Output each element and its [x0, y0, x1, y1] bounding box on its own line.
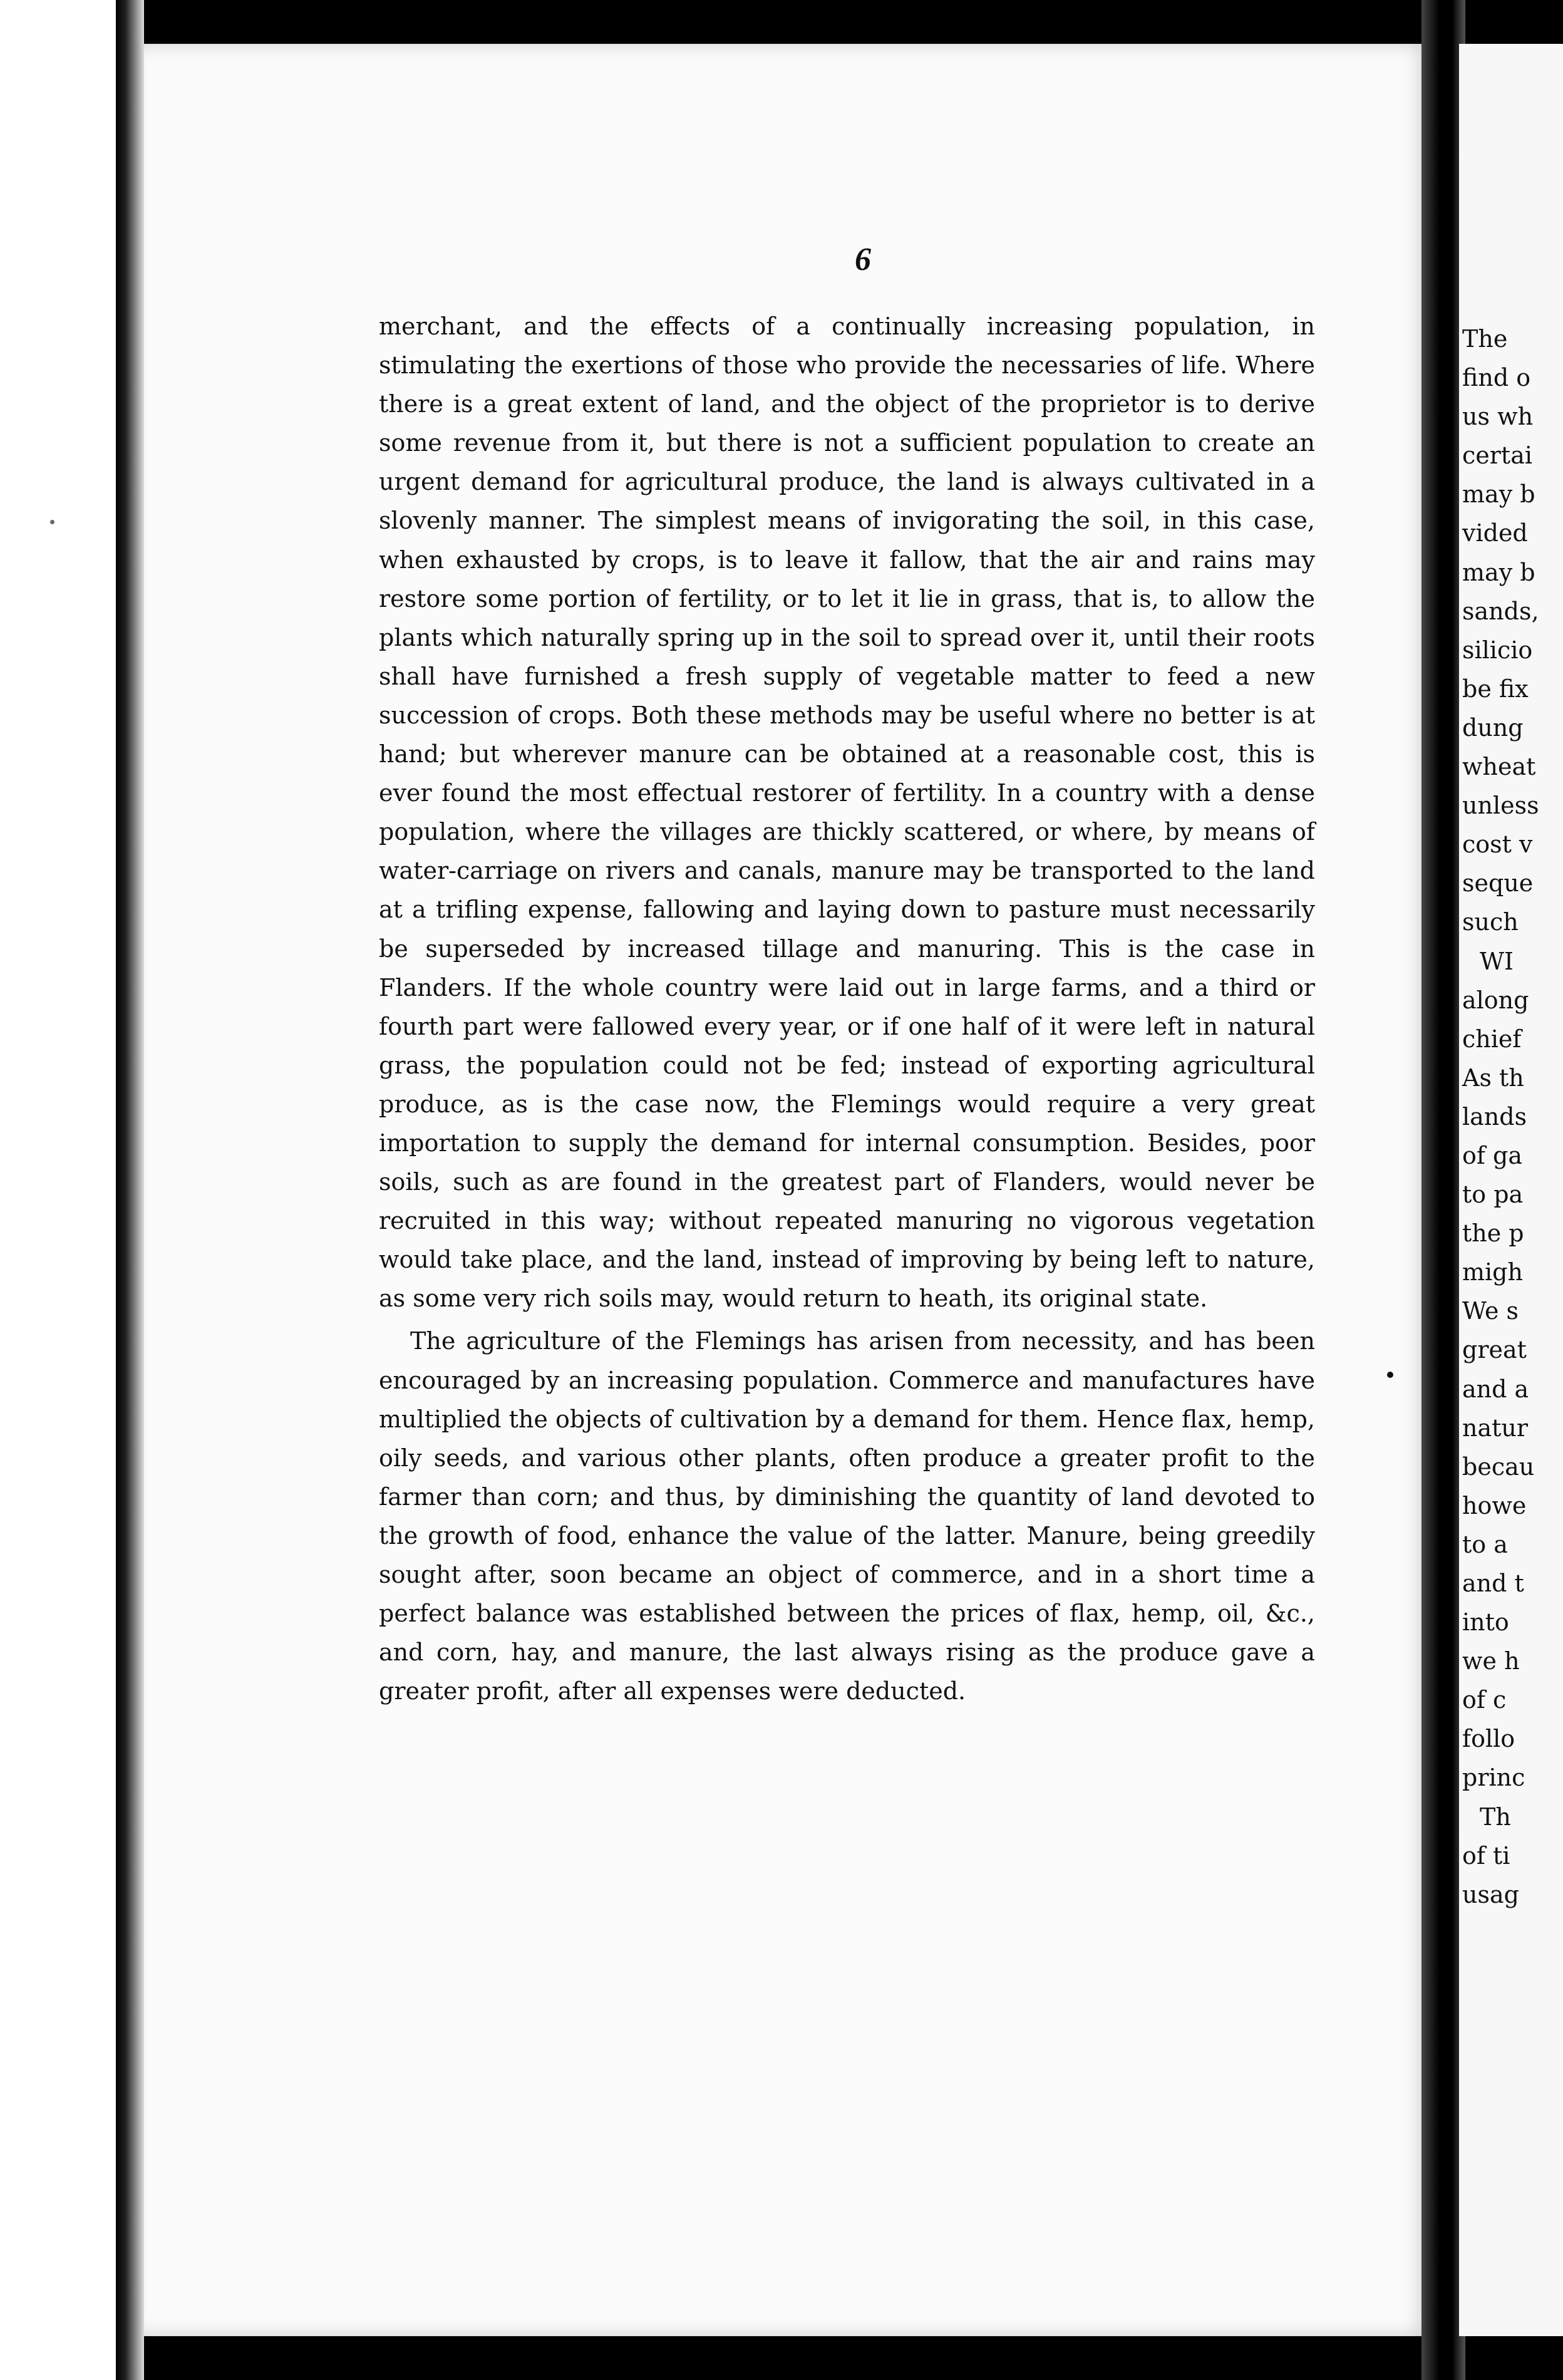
facing-page-line: may b — [1462, 558, 1535, 586]
facing-page-line: wheat — [1462, 753, 1536, 781]
facing-page-line: We s — [1462, 1297, 1519, 1325]
facing-page-line: of c — [1462, 1686, 1507, 1714]
facing-page-line: follo — [1462, 1725, 1515, 1753]
left-margin — [0, 0, 116, 2380]
facing-page-line: Th — [1480, 1803, 1511, 1831]
facing-page-line: howe — [1462, 1491, 1527, 1519]
facing-page-line: vided — [1462, 519, 1528, 547]
facing-page-line: find o — [1462, 364, 1531, 392]
facing-page-line: chief — [1462, 1025, 1522, 1053]
facing-page-line: may b — [1462, 480, 1535, 509]
facing-page-line: lands — [1462, 1102, 1527, 1130]
paragraph-1: merchant, and the effects of a continually increasing population, in stimulating the exertions of those who provide the necessaries of life. Where there is a great extent of land, and the object of the proprietor is to derive some revenue from it, but there is not a sufficient population to create an urgent demand for agricultural produce, the land is always cultivated in a slovenly manner. The simplest means of invigorating the soil, in this case, when exhausted by crops, is to leave it fallow, that the air and rains may restore some portion of fertility, or to let it lie in grass, that is, to allow the plants which naturally spring up in the soil to spread over it, until their roots shall have furnished a fresh supply of vegetable matter to feed a new succession of crops. Both these methods may be useful where no better is at hand; but wherever manure can be obtained at a reasonable cost, this is ever found the most effectual restorer of fertility. In a country with a dense population, where the villages are thickly scattered, or where, by means of water-carriage on rivers and canals, manure may be transported to the land at a trifling expense, fallowing and laying down to pasture must necessarily be superseded by increased tillage and manuring. This is the case in Flanders. If the whole country were laid out in large farms, and a third or fourth part were fallowed every year, or if one half of it were left in natural grass, the population could not be fed; instead of exporting agricultural produce, as is the case now, the Flemings would require a very great importation to supply the demand for internal consumption. Besides, poor soils, such as are found in the greatest part of Flanders, would never be recruited in this way; without repeated manuring no vigorous vegetation would take place, and the land, instead of improving by being left to nature, as some very rich soils may, would return to heath, its original state. — [379, 313, 1315, 1313]
facing-page-line: becau — [1462, 1452, 1535, 1481]
facing-page-line: into — [1462, 1608, 1509, 1637]
facing-page-line: of ga — [1462, 1141, 1523, 1169]
facing-page-line: of ti — [1462, 1841, 1510, 1870]
facing-page-line: cost v — [1462, 830, 1533, 859]
facing-page-line: seque — [1462, 869, 1534, 898]
facing-page-line: great — [1462, 1336, 1527, 1364]
ink-speck — [1387, 1372, 1393, 1378]
facing-page-line: usag — [1462, 1880, 1519, 1908]
facing-page-line: The — [1462, 325, 1508, 353]
facing-page-line: unless — [1462, 792, 1539, 820]
facing-page-line: be fix — [1462, 675, 1529, 703]
facing-page-line: and a — [1462, 1375, 1529, 1403]
facing-page-line: migh — [1462, 1258, 1523, 1286]
facing-page-line: us wh — [1462, 403, 1534, 431]
body-text — [379, 307, 1315, 1710]
facing-page-line: As th — [1462, 1063, 1524, 1092]
facing-page-line: along — [1462, 986, 1529, 1014]
paragraph-2: The agriculture of the Flemings has arisen from necessity, and has been encouraged by an increasing population. Commerce and manufactures have multiplied the objects of cultivation by a demand for them. Hence flax, hemp, oily seeds, and various other plants, often produce a greater profit to the farmer than corn; and thus, by diminishing the quantity of land devoted to the growth of food, enhance the value of the latter. Manure, being greedily sought after, soon became an object of commerce, and in a short time a perfect balance was established between the prices of flax, hemp, oil, &c., and corn, hay, and manure, the last always rising as the produce gave a greater profit, after all expenses were deducted. — [379, 1327, 1315, 1705]
facing-page-line: sands, — [1462, 597, 1539, 625]
facing-page-line: WI — [1480, 947, 1514, 975]
facing-page-line: we h — [1462, 1647, 1520, 1675]
ink-speck — [50, 520, 54, 524]
facing-page-line: to a — [1462, 1530, 1508, 1558]
facing-page-line: princ — [1462, 1764, 1525, 1792]
facing-page-text — [1462, 319, 1563, 1914]
facing-page-line: natur — [1462, 1414, 1529, 1442]
facing-page-line: and t — [1462, 1570, 1524, 1597]
facing-page-line: silicio — [1462, 636, 1533, 664]
facing-page-line: the p — [1462, 1219, 1524, 1248]
page-edge-shadow — [116, 0, 144, 2380]
facing-page-line: certai — [1462, 442, 1533, 470]
facing-page-line: such — [1462, 908, 1519, 936]
facing-page-line: dung — [1462, 713, 1524, 742]
facing-page-line: to pa — [1462, 1181, 1524, 1209]
page-number: 6 — [855, 242, 871, 277]
